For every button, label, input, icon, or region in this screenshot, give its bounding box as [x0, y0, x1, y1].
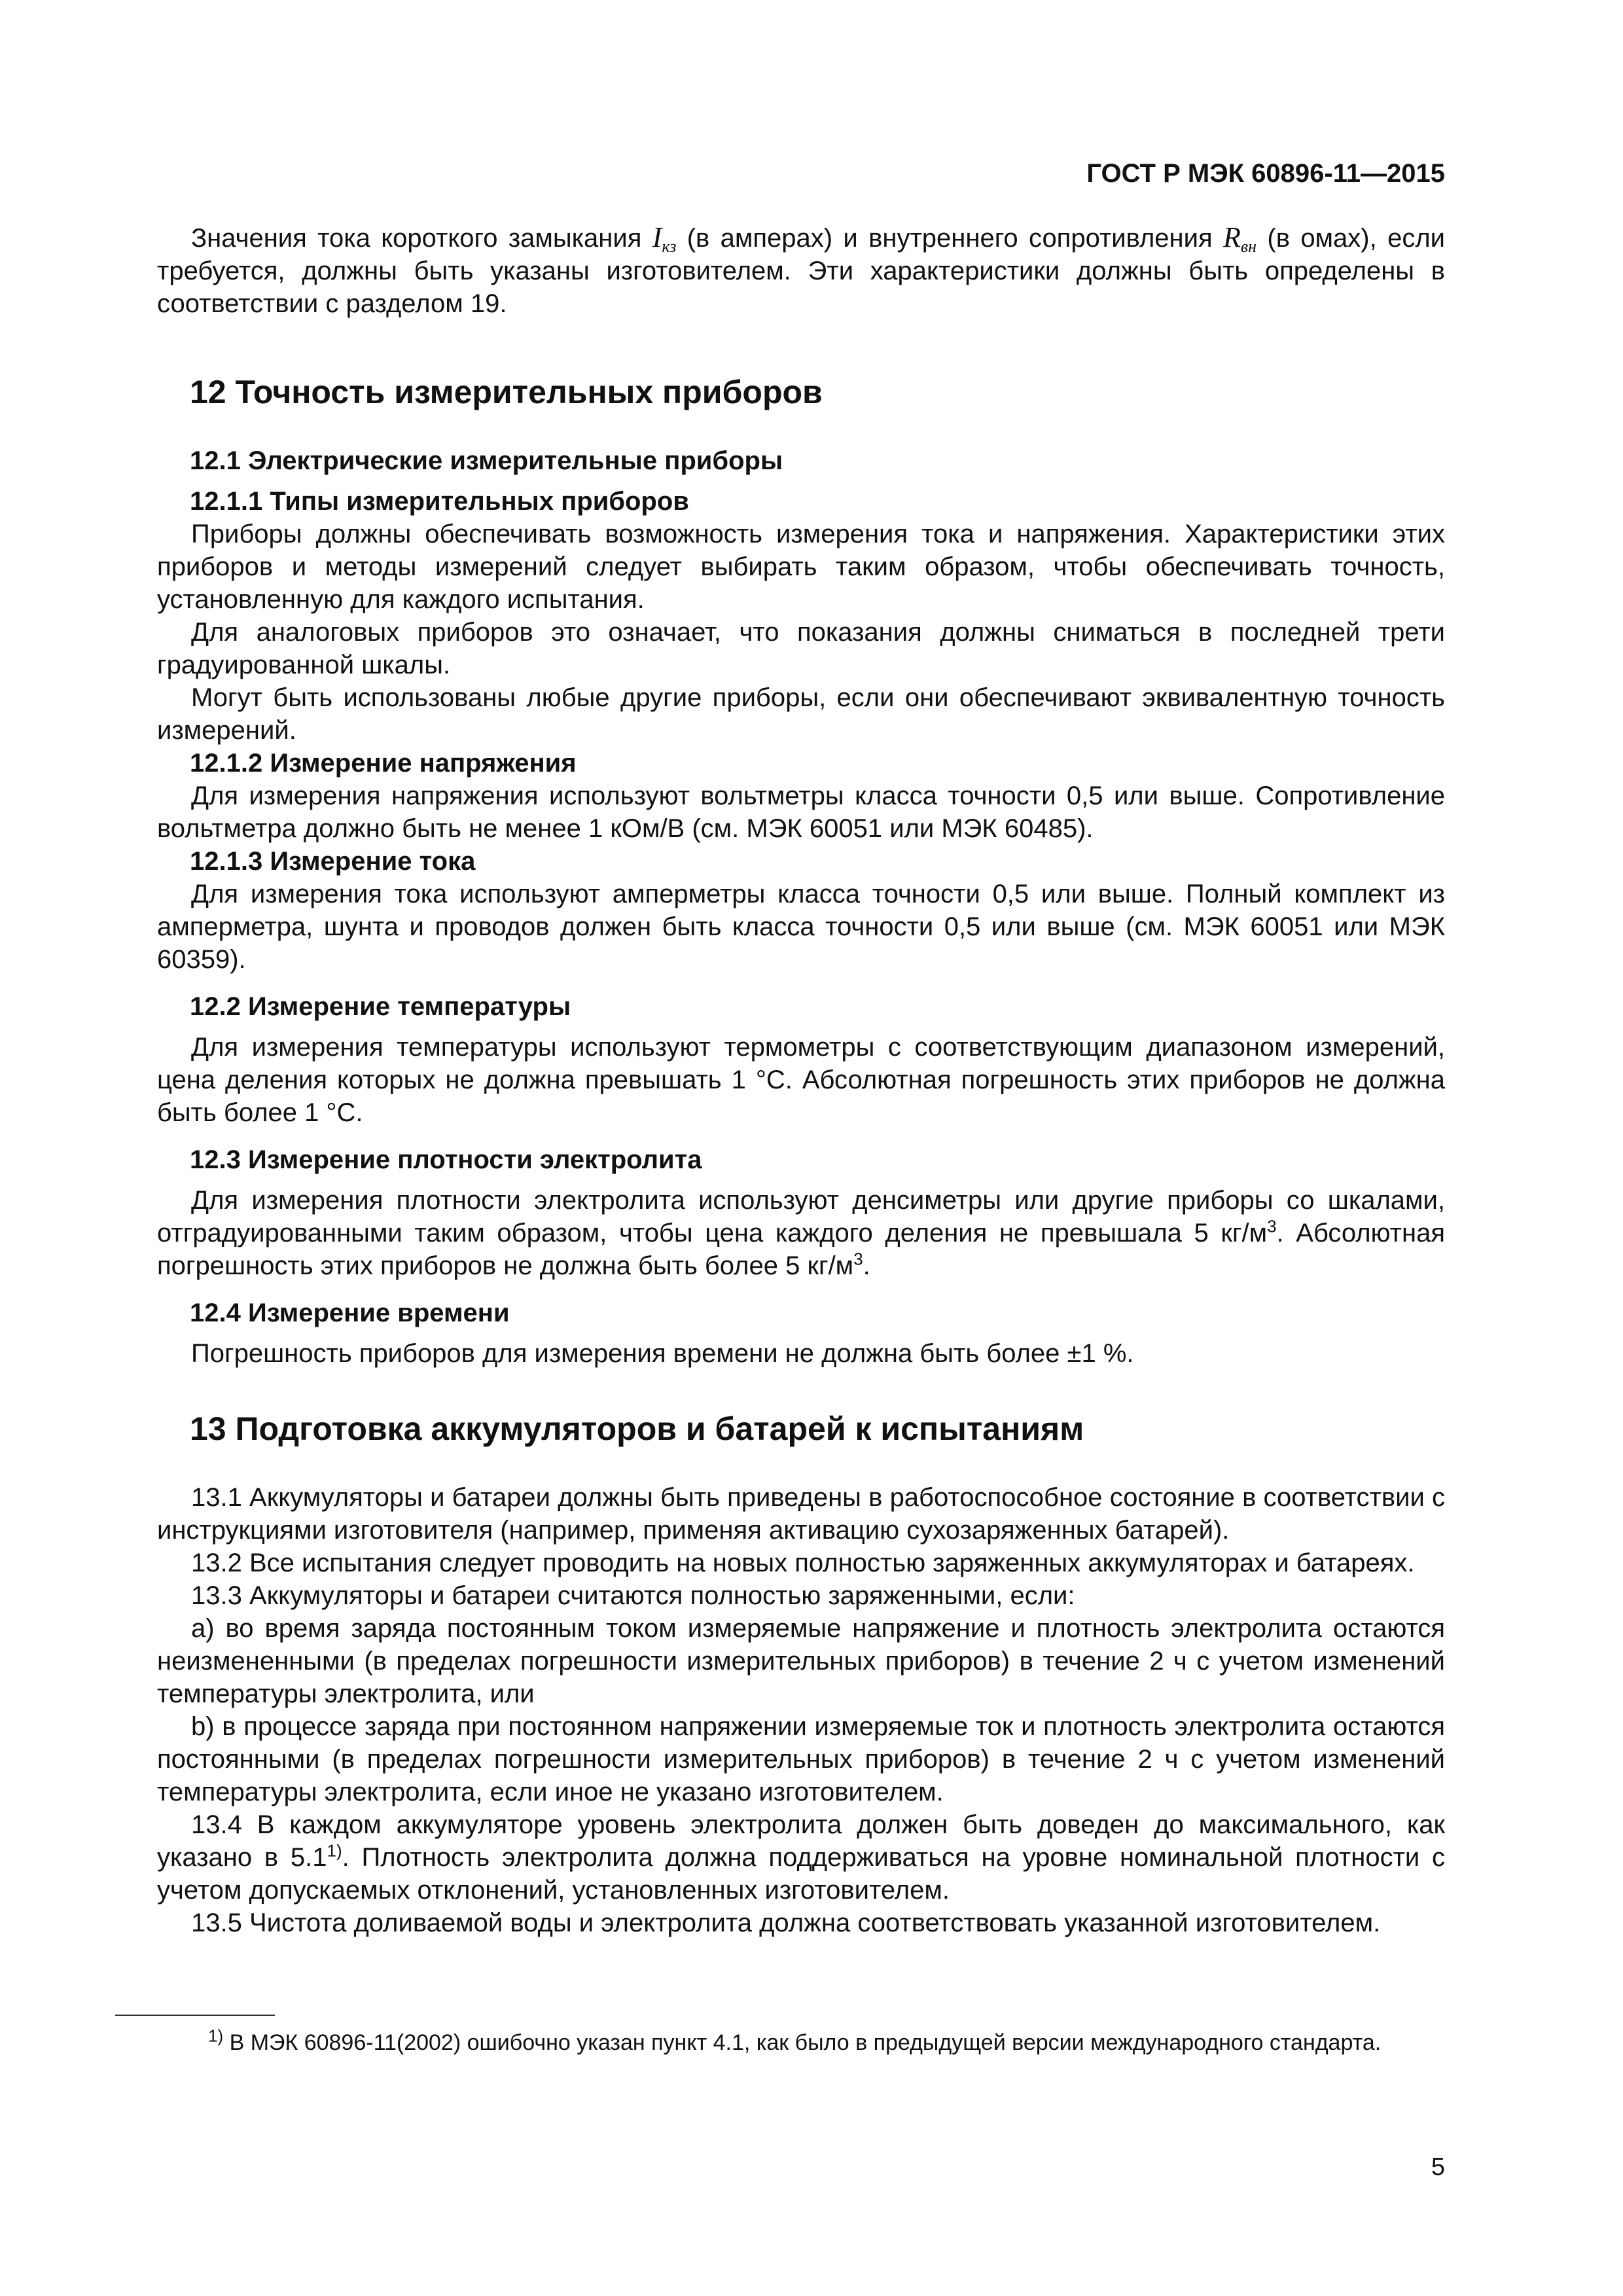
section-13-3-item-a: a) во время заряда постоянным током измеряемые напряжение и плотность электролита остаются неизмененными (в пределах погрешности измерительных приборов) в течение 2 ч с учетом изменений температуры электролита, или — [157, 1614, 1445, 1708]
section-12-3-text-1: Для измерения плотности электролита используют денсиметры или другие приборы со шкалами, отградуированными таким образом, чтобы цена каждого деления не превышала 5 кг/м — [157, 1186, 1445, 1247]
intro-paragraph — [157, 221, 1445, 320]
section-13-4-text-1: 13.4 В каждом аккумуляторе уровень электролита должен быть доведен до максимального, как указано в 5.1 — [157, 1810, 1445, 1872]
document-body — [157, 221, 1445, 1939]
footnote — [115, 2028, 1445, 2058]
section-13-title: 13 Подготовка аккумуляторов и батарей к испытаниям — [190, 1410, 1084, 1447]
symbol-current — [652, 221, 677, 256]
section-13-4-paragraph — [157, 1808, 1445, 1907]
section-13-1-paragraph: 13.1 Аккумуляторы и батареи должны быть приведены в работоспособное состояние в соответствии с инструкциями изготовителя (например, применяя активацию сухозаряженных батарей). — [157, 1483, 1445, 1545]
intro-text-3: (в омах), если требуется, должны быть указаны изготовителем. Эти характеристики должны быть определены в соответствии с разделом 19. — [157, 224, 1446, 318]
symbol-resistance — [1222, 221, 1257, 256]
section-13-3-paragraph: 13.3 Аккумуляторы и батареи считаются полностью заряженными, если: — [191, 1581, 1075, 1610]
page-number: 5 — [1431, 2153, 1445, 2181]
footnote-reference[interactable]: 1) — [327, 1840, 342, 1861]
footnote-paragraph — [115, 2028, 1445, 2058]
subscript-kz: кз — [662, 237, 677, 256]
subscript-vn: вн — [1240, 237, 1257, 256]
symbol-i: I — [652, 221, 662, 253]
section-13-5-paragraph: 13.5 Чистота доливаемой воды и электролита должна соответствовать указанной изготовителем. — [191, 1909, 1381, 1937]
section-12-1-3-title: 12.1.3 Измерение тока — [190, 847, 476, 876]
section-13-2-paragraph: 13.2 Все испытания следует проводить на новых полностью заряженных аккумуляторах и батареях. — [191, 1549, 1415, 1577]
section-12-title: 12 Точность измерительных приборов — [190, 374, 823, 410]
section-12-4-title: 12.4 Измерение времени — [190, 1299, 510, 1327]
section-13-4-text-2: . Плотность электролита должна поддерживаться на уровне номинальной плотности с учетом допускаемых отклонений, установленных изготовителем. — [157, 1843, 1446, 1905]
intro-text-2: (в амперах) и внутреннего сопротивления — [676, 224, 1223, 253]
footnote-mark: 1) — [208, 2026, 224, 2046]
section-12-2-title: 12.2 Измерение температуры — [190, 992, 571, 1021]
section-12-1-1-title: 12.1.1 Типы измерительных приборов — [190, 487, 689, 516]
section-12-1-1-paragraph-2: Для аналоговых приборов это означает, что показания должны сниматься в последней трети градуированной шкалы. — [157, 618, 1445, 679]
section-12-1-2-paragraph: Для измерения напряжения используют вольтметры класса точности 0,5 или выше. Сопротивление вольтметра должно быть не менее 1 кОм/В (см. МЭК 60051 или МЭК 60485). — [157, 781, 1445, 843]
section-12-3-text-2: . Абсолютная погрешность этих приборов не должна быть более 5 кг/м — [157, 1219, 1445, 1280]
section-12-3-text-3: . — [863, 1251, 870, 1280]
section-12-1-title: 12.1 Электрические измерительные приборы — [190, 446, 783, 475]
section-12-3-paragraph — [157, 1184, 1445, 1282]
section-12-2-paragraph: Для измерения температуры используют термометры с соответствующим диапазоном измерений, цена деления которых не должна превышать 1 °С. Абсолютная погрешность этих приборов не должна быть более 1 °С. — [157, 1033, 1445, 1127]
footnote-text: В МЭК 60896-11(2002) ошибочно указан пункт 4.1, как было в предыдущей версии международного стандарта. — [223, 2030, 1382, 2055]
section-12-1-2-title: 12.1.2 Измерение напряжения — [190, 749, 577, 778]
symbol-r: R — [1222, 221, 1241, 253]
superscript-cubic-2: 3 — [853, 1249, 863, 1269]
intro-text-1: Значения тока короткого замыкания — [191, 224, 652, 253]
footnote-separator — [115, 2015, 275, 2016]
section-12-3-title: 12.3 Измерение плотности электролита — [190, 1145, 702, 1174]
section-12-1-1-paragraph-1: Приборы должны обеспечивать возможность измерения тока и напряжения. Характеристики этих приборов и методы измерений следует выбирать таким образом, чтобы обеспечивать точность, установленную для каждого испытания. — [157, 520, 1445, 614]
section-12-1-1-paragraph-3: Могут быть использованы любые другие приборы, если они обеспечивают эквивалентную точность измерений. — [157, 683, 1445, 745]
section-12-1-3-paragraph: Для измерения тока используют амперметры класса точности 0,5 или выше. Полный комплект из амперметра, шунта и проводов должен быть класса точности 0,5 или выше (см. МЭК 60051 или МЭК 60359). — [157, 880, 1445, 974]
section-12-4-paragraph: Погрешность приборов для измерения времени не должна быть более ±1 %. — [191, 1339, 1134, 1368]
section-13-3-item-b: b) в процессе заряда при постоянном напряжении измеряемые ток и плотность электролита остаются постоянными (в пределах погрешности измерительных приборов) в течение 2 ч с учетом изменений температуры электролита, если иное не указано изготовителем. — [157, 1712, 1445, 1806]
standard-designation: ГОСТ Р МЭК 60896-11—2015 — [1086, 159, 1445, 188]
superscript-cubic-1: 3 — [1267, 1216, 1277, 1236]
